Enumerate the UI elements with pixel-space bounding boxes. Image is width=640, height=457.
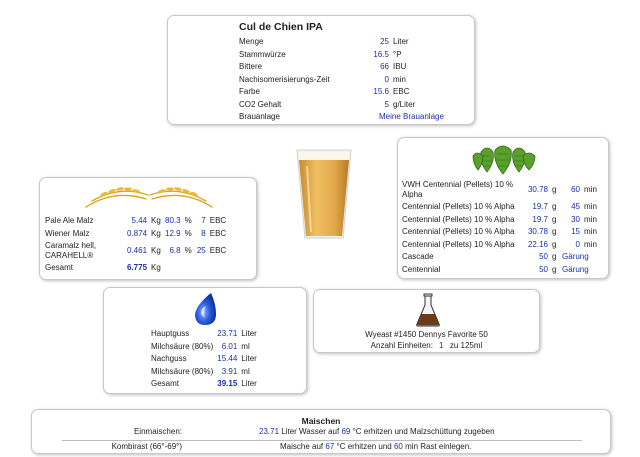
water-row: Nachguss 15.44 Liter <box>151 354 257 364</box>
recipe-row: Brauanlage Meine Brauanlage <box>237 111 446 124</box>
hop-row: Centennial (Pellets) 10 % Alpha 19.7 g 30 min <box>402 214 597 224</box>
recipe-table <box>237 36 446 124</box>
recipe-card <box>167 15 475 125</box>
wheat-icon <box>84 181 214 211</box>
water-card <box>103 287 307 394</box>
hops-table <box>400 179 599 276</box>
mash-title: Maischen <box>301 416 341 426</box>
flask-icon <box>415 292 441 328</box>
water-drop-icon <box>191 292 219 326</box>
recipe-row: Bittere 66 IBU <box>239 62 407 72</box>
recipe-row: CO2 Gehalt 5 g/Liter <box>239 99 416 109</box>
recipe-row: Farbe 15.6 EBC <box>239 87 410 97</box>
water-table <box>149 328 259 391</box>
malt-total-row: Gesamt 6.775 Kg <box>45 263 161 273</box>
water-row: Milchsäure (80%) 6.01 ml <box>151 341 250 351</box>
yeast-card <box>313 289 540 353</box>
mash-step: Einmaischen: 23.71 Liter Wasser auf 69 °C erhitzen und Malzschüttung zugeben <box>133 427 495 436</box>
malt-row: Wiener Malz 0.874 Kg 12.9 % 8 EBC <box>45 228 227 238</box>
hops-icon <box>471 142 537 178</box>
mash-step: Kombirast (66°-69°) Maische auf 67 °C erhitzen und 60 min Rast einlegen. <box>62 440 582 452</box>
water-total-row: Gesamt 39.15 Liter <box>151 379 257 389</box>
malt-row: Caramalz hell, CARAHELL® 0.461 Kg 6.8 % 25 EBC <box>45 241 227 260</box>
yeast-name: Wyeast #1450 Dennys Favorite 50 <box>365 330 488 339</box>
recipe-row: Nachisomerisierungs-Zeit 0 min <box>239 74 406 84</box>
recipe-row: Stammwürze 16.5 °P <box>239 49 402 59</box>
hop-row: Centennial (Pellets) 10 % Alpha 22.16 g 0 min <box>402 239 597 249</box>
malt-card <box>39 177 257 280</box>
recipe-title: Cul de Chien IPA <box>239 21 323 33</box>
hops-card <box>397 137 609 279</box>
mash-card <box>31 409 611 454</box>
equipment-link[interactable]: Meine Brauanlage <box>379 112 444 122</box>
hop-row: Centennial (Pellets) 10 % Alpha 19.7 g 45 min <box>402 202 597 212</box>
hop-row: VWH Centennial (Pellets) 10 % Alpha 30.78 g 60 min <box>402 180 597 199</box>
hop-row: Centennial (Pellets) 10 % Alpha 30.78 g 15 min <box>402 227 597 237</box>
hop-row: Centennial 50 g Gärung <box>402 264 589 274</box>
water-row: Milchsäure (80%) 3.91 ml <box>151 366 250 376</box>
recipe-row: Menge 25 Liter <box>239 37 409 47</box>
yeast-units: Anzahl Einheiten: 1 zu 125ml <box>370 341 483 350</box>
malt-table <box>43 215 228 275</box>
beer-glass-icon <box>293 146 355 242</box>
water-row: Hauptguss 23.71 Liter <box>151 329 257 339</box>
hop-row: Cascade 50 g Gärung <box>402 252 589 262</box>
malt-row: Pale Ale Malz 5.44 Kg 80.3 % 7 EBC <box>45 216 227 226</box>
